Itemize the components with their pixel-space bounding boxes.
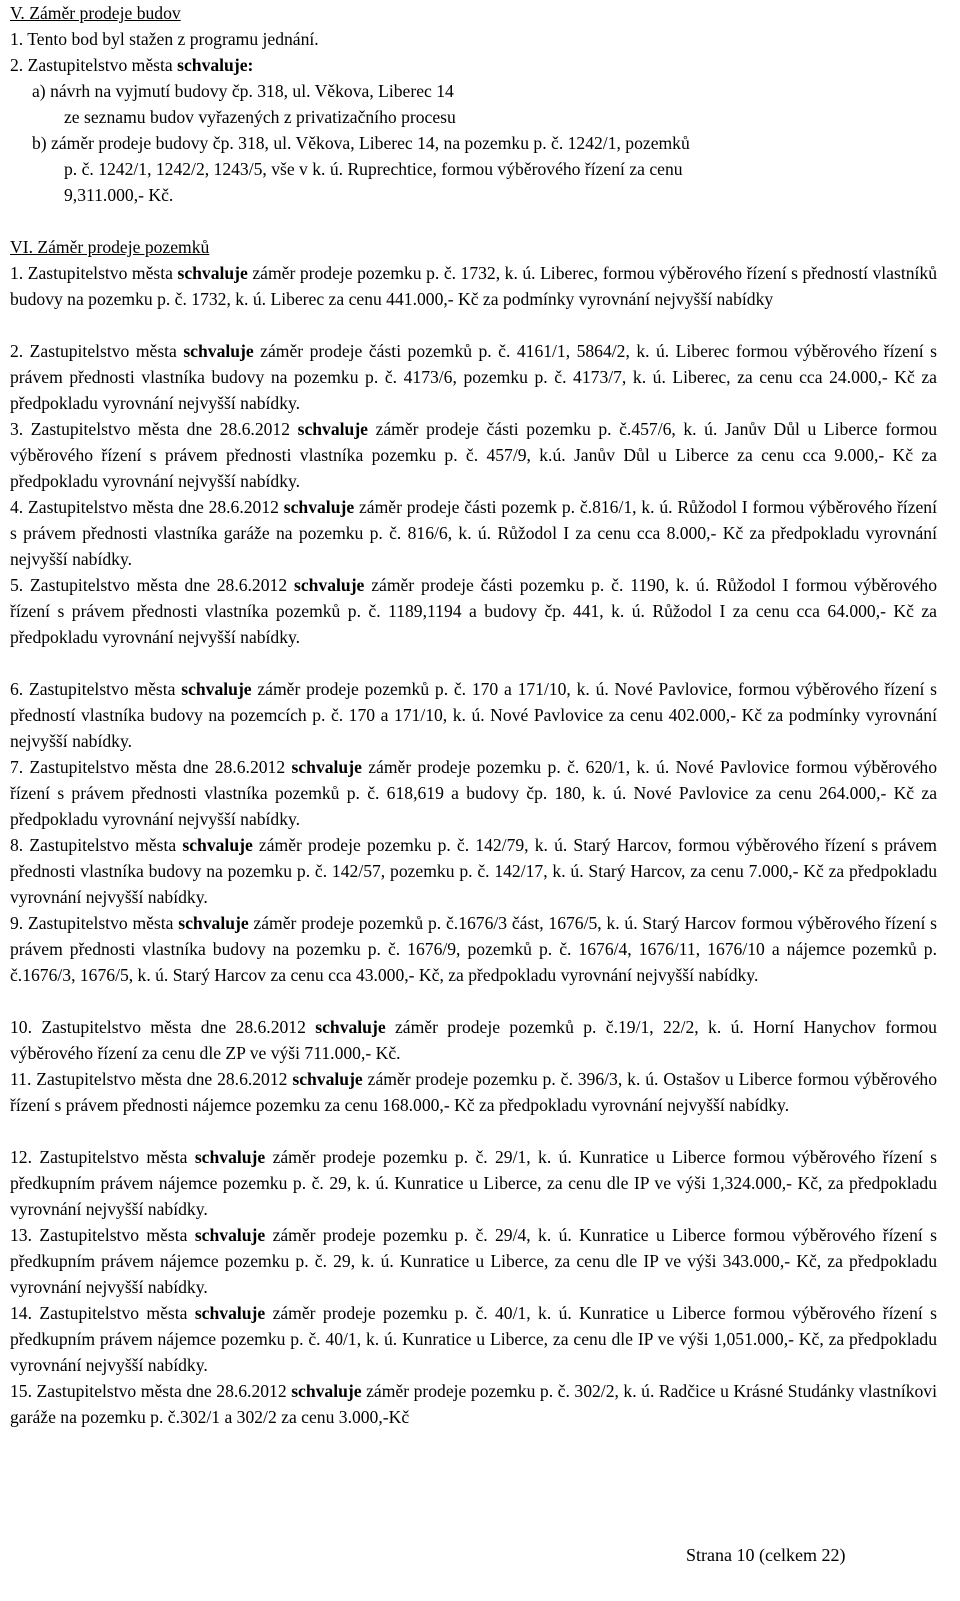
land-item-1 xyxy=(10,260,937,312)
land-item-6 xyxy=(10,676,937,754)
land-item-4 xyxy=(10,494,937,572)
land-item-9-post: záměr prodeje pozemků p. č.1676/3 část, 1676/5, k. ú. Starý Harcov formou výběrového řízení s právem přednosti vlastníka budovy na pozemku p. č. 1676/9, pozemků p. č. 1676/4, 1676/11, 1676/10 a nájemce pozemků p. č.1676/3, 1676/5, k. ú. Starý Harcov za cenu cca 43.000,- Kč, za předpokladu vyrovnání nejvyšší nabídky. xyxy=(10,913,937,985)
land-item-5 xyxy=(10,572,937,650)
land-item-12 xyxy=(10,1144,937,1222)
item-v-2 xyxy=(10,52,253,78)
land-item-7-pre: 7. Zastupitelstvo města dne 28.6.2012 xyxy=(10,757,292,777)
land-item-1-pre: 1. Zastupitelstvo města xyxy=(10,263,178,283)
land-item-7 xyxy=(10,754,937,832)
land-item-1-post: záměr prodeje pozemku p. č. 1732, k. ú. Liberec, formou výběrového řízení s předností vlastníků budovy na pozemku p. č. 1732, k. ú. Liberec za cenu 441.000,- Kč za podmínky vyrovnání nejvyšší nabídky xyxy=(10,263,937,309)
land-item-2 xyxy=(10,338,937,416)
land-item-15-pre: 15. Zastupitelstvo města dne 28.6.2012 xyxy=(10,1381,292,1401)
land-item-8-post: záměr prodeje pozemku p. č. 142/79, k. ú. Starý Harcov, formou výběrového řízení s právem přednosti vlastníka budovy na pozemku p. č. 142/57, pozemku p. č. 142/17, k. ú. Starý Harcov, za cenu 7.000,- Kč za předpokladu vyrovnání nejvyšší nabídky. xyxy=(10,835,937,907)
land-item-8-bold: schvaluje xyxy=(182,835,253,855)
land-item-15-post: záměr prodeje pozemku p. č. 302/2, k. ú. Radčice u Krásné Studánky vlastníkovi garáže na pozemku p. č.302/1 a 302/2 za cenu 3.000,-Kč xyxy=(10,1381,937,1427)
land-item-14-pre: 14. Zastupitelstvo města xyxy=(10,1303,195,1323)
land-item-13-bold: schvaluje xyxy=(194,1225,266,1245)
land-item-10-post: záměr prodeje pozemků p. č.19/1, 22/2, k. ú. Horní Hanychov formou výběrového řízení za cenu dle ZP ve výši 711.000,- Kč. xyxy=(10,1017,937,1063)
land-item-11-pre: 11. Zastupitelstvo města dne 28.6.2012 xyxy=(10,1069,293,1089)
land-item-5-bold: schvaluje xyxy=(293,575,365,595)
land-item-4-pre: 4. Zastupitelstvo města dne 28.6.2012 xyxy=(10,497,284,517)
land-item-3-pre: 3. Zastupitelstvo města dne 28.6.2012 xyxy=(10,419,298,439)
section-heading-vi: VI. Záměr prodeje pozemků xyxy=(10,237,210,257)
item-v-2b-line1: b) záměr prodeje budovy čp. 318, ul. Věkova, Liberec 14, na pozemku p. č. 1242/1, pozemků xyxy=(32,133,690,153)
land-item-11-post: záměr prodeje pozemku p. č. 396/3, k. ú. Ostašov u Liberce formou výběrového řízení s právem přednosti nájemce pozemku za cenu 168.000,- Kč za předpokladu vyrovnání nejvyšší nabídky. xyxy=(10,1069,937,1115)
land-item-11 xyxy=(10,1066,937,1118)
item-v-2b-line2: p. č. 1242/1, 1242/2, 1243/5, vše v k. ú. Ruprechtice, formou výběrového řízení za cenu xyxy=(64,159,683,179)
land-item-7-post: záměr prodeje pozemku p. č. 620/1, k. ú. Nové Pavlovice formou výběrového řízení s právem přednosti vlastníka pozemků p. č. 618,619 a budovy čp. 180, k. ú. Nové Pavlovice za cenu 264.000,- Kč za předpokladu vyrovnání nejvyšší nabídky. xyxy=(10,757,937,829)
land-item-6-post: záměr prodeje pozemků p. č. 170 a 171/10, k. ú. Nové Pavlovice, formou výběrového řízení s předností vlastníka budovy na pozemcích p. č. 170 a 171/10, k. ú. Nové Pavlovice za cenu 402.000,- Kč za podmínky vyrovnání nejvyšší nabídky. xyxy=(10,679,937,751)
land-item-14 xyxy=(10,1300,937,1378)
item-v-1: 1. Tento bod byl stažen z programu jednání. xyxy=(10,29,319,49)
land-item-13-post: záměr prodeje pozemku p. č. 29/4, k. ú. Kunratice u Liberce formou výběrového řízení s předkupním právem nájemce pozemku p. č. 29, k. ú. Kunratice u Liberce, za cenu dle IP ve výši 343.000,- Kč, za předpokladu vyrovnání nejvyšší nabídky. xyxy=(10,1225,937,1297)
land-item-11-bold: schvaluje xyxy=(292,1069,363,1089)
land-item-13 xyxy=(10,1222,937,1300)
section-heading-v: V. Záměr prodeje budov xyxy=(10,3,181,23)
item-v-2-text: 2. Zastupitelstvo města xyxy=(10,55,178,75)
land-item-9-pre: 9. Zastupitelstvo města xyxy=(10,913,179,933)
land-item-12-post: záměr prodeje pozemku p. č. 29/1, k. ú. Kunratice u Liberce formou výběrového řízení s předkupním právem nájemce pozemku p. č. 29, k. ú. Kunratice u Liberce, za cenu dle IP ve výši 1,324.000,- Kč, za předpokladu vyrovnání nejvyšší nabídky. xyxy=(10,1147,937,1219)
land-item-10 xyxy=(10,1014,937,1066)
land-item-15-bold: schvaluje xyxy=(291,1381,362,1401)
item-v-2a-line2: ze seznamu budov vyřazených z privatizačního procesu xyxy=(64,107,456,127)
land-item-2-pre: 2. Zastupitelstvo města xyxy=(10,341,184,361)
land-item-2-post: záměr prodeje části pozemků p. č. 4161/1, 5864/2, k. ú. Liberec formou výběrového řízení s právem přednosti vlastníka budovy na pozemku p. č. 4173/6, pozemku p. č. 4173/7, k. ú. Liberec, za cenu cca 24.000,- Kč za předpokladu vyrovnání nejvyšší nabídky. xyxy=(10,341,937,413)
land-item-8 xyxy=(10,832,937,910)
page-number: Strana 10 (celkem 22) xyxy=(686,1545,846,1565)
land-item-9 xyxy=(10,910,937,988)
land-item-12-bold: schvaluje xyxy=(194,1147,266,1167)
land-item-10-pre: 10. Zastupitelstvo města dne 28.6.2012 xyxy=(10,1017,316,1037)
land-item-14-bold: schvaluje xyxy=(194,1303,266,1323)
land-item-1-bold: schvaluje xyxy=(177,263,248,283)
item-v-2b-line3: 9,311.000,- Kč. xyxy=(64,185,174,205)
land-item-4-bold: schvaluje xyxy=(283,497,355,517)
land-item-4-post: záměr prodeje části pozemk p. č.816/1, k. ú. Růžodol I formou výběrového řízení s právem přednosti vlastníka garáže na pozemku p. č. 816/6, k. ú. Růžodol I za cenu cca 8.000,- Kč za předpokladu vyrovnání nejvyšší nabídky. xyxy=(10,497,937,569)
land-item-3-bold: schvaluje xyxy=(297,419,368,439)
item-v-2-bold: schvaluje: xyxy=(177,55,254,75)
land-item-15 xyxy=(10,1378,937,1430)
land-item-6-bold: schvaluje xyxy=(181,679,252,699)
land-item-3-post: záměr prodeje části pozemku p. č.457/6, k. ú. Janův Důl u Liberce formou výběrového řízení s právem přednosti vlastníka pozemku p. č. 457/9, k.ú. Janův Důl u Liberce za cenu cca 9.000,- Kč za předpokladu vyrovnání nejvyšší nabídky. xyxy=(10,419,937,491)
land-item-3 xyxy=(10,416,937,494)
land-item-7-bold: schvaluje xyxy=(291,757,362,777)
land-item-5-pre: 5. Zastupitelstvo města dne 28.6.2012 xyxy=(10,575,294,595)
land-item-9-bold: schvaluje xyxy=(178,913,249,933)
item-v-2a-line1: a) návrh na vyjmutí budovy čp. 318, ul. Věkova, Liberec 14 xyxy=(32,81,454,101)
land-item-5-post: záměr prodeje části pozemku p. č. 1190, k. ú. Růžodol I formou výběrového řízení s právem přednosti vlastníka pozemků p. č. 1189,1194 a budovy čp. 441, k. ú. Růžodol I za cenu cca 64.000,- Kč za předpokladu vyrovnání nejvyšší nabídky. xyxy=(10,575,937,647)
land-item-6-pre: 6. Zastupitelstvo města xyxy=(10,679,182,699)
land-item-14-post: záměr prodeje pozemku p. č. 40/1, k. ú. Kunratice u Liberce formou výběrového řízení s předkupním právem nájemce pozemku p. č. 40/1, k. ú. Kunratice u Liberce, za cenu dle IP ve výši 1,051.000,- Kč, za předpokladu vyrovnání nejvyšší nabídky. xyxy=(10,1303,937,1375)
land-item-8-pre: 8. Zastupitelstvo města xyxy=(10,835,183,855)
land-item-13-pre: 13. Zastupitelstvo města xyxy=(10,1225,195,1245)
land-item-12-pre: 12. Zastupitelstvo města xyxy=(10,1147,195,1167)
land-item-2-bold: schvaluje xyxy=(183,341,254,361)
land-item-10-bold: schvaluje xyxy=(315,1017,386,1037)
